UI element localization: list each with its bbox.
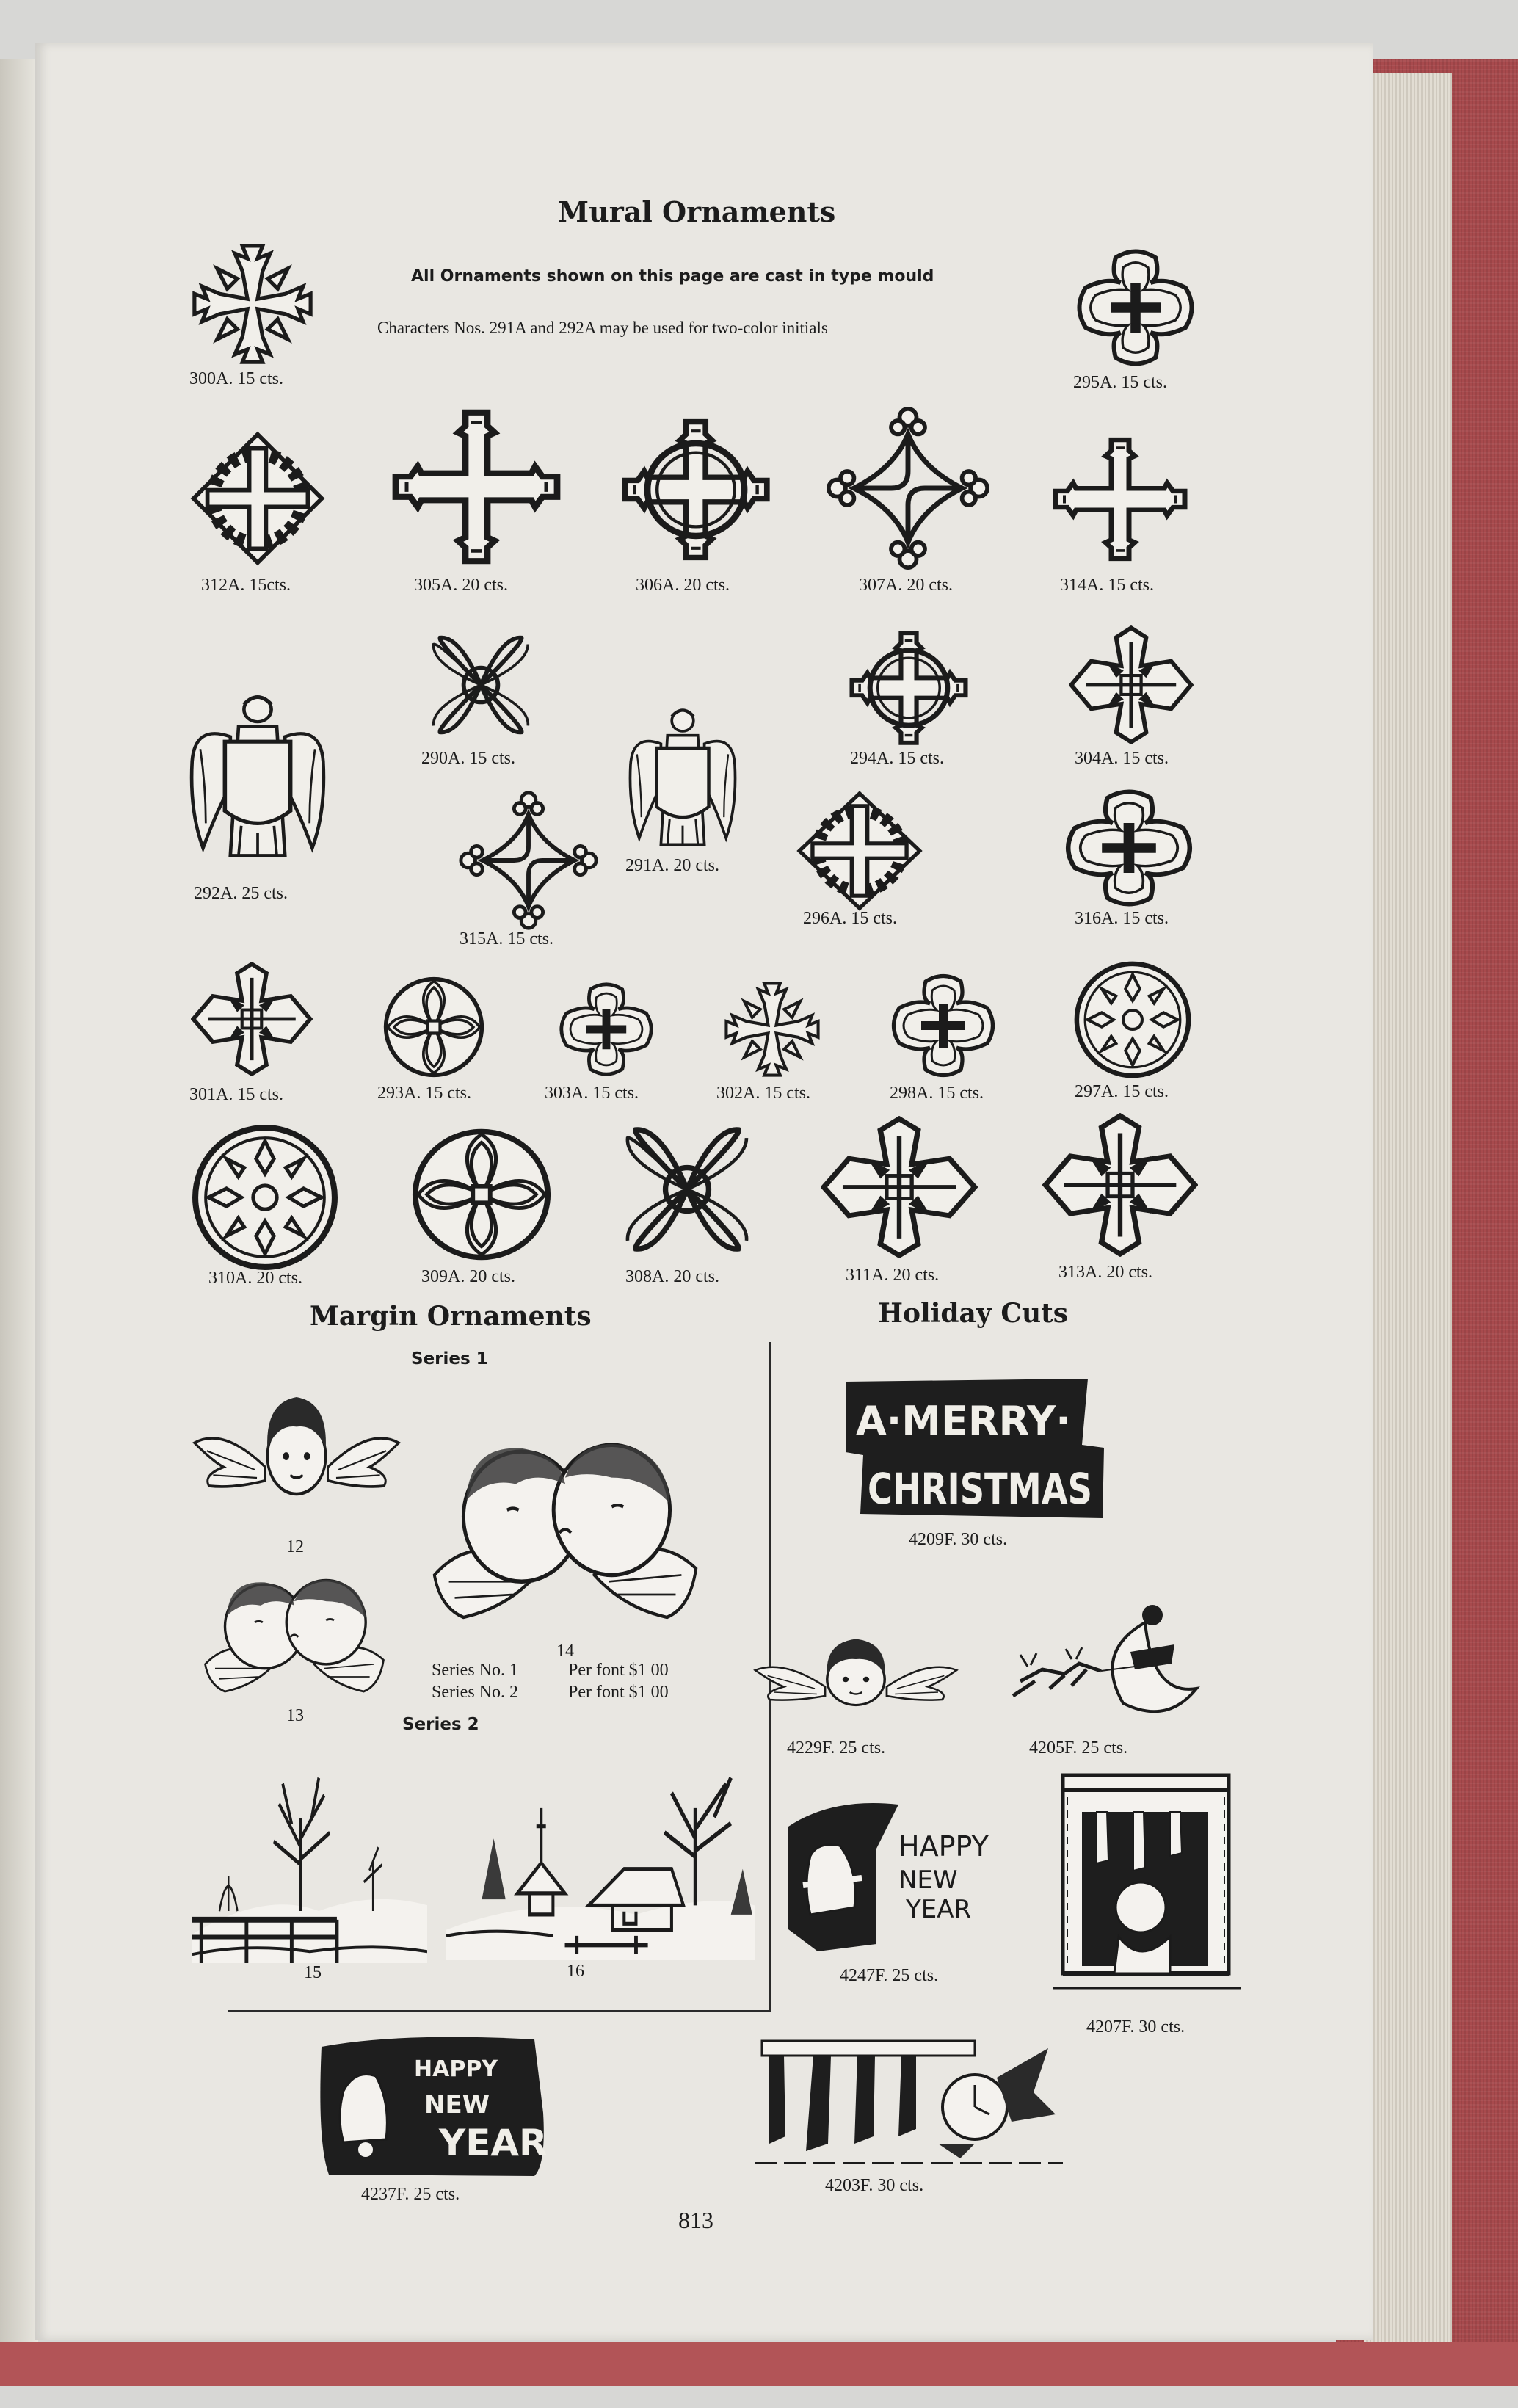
rosette-icon (382, 973, 486, 1081)
subtitle-note: Characters Nos. 291A and 292A may be used for two-color initials (377, 319, 828, 337)
happy-text: HAPPY (898, 1830, 989, 1863)
winter-scene-cut-15 (192, 1760, 427, 1963)
patterned-cross-icon (1069, 625, 1194, 744)
holiday-title: Holiday Cuts (878, 1298, 1069, 1329)
budded-cross-icon (824, 404, 992, 573)
angel-shield-icon (628, 702, 737, 849)
holiday-label: 4247F. 25 cts. (840, 1966, 939, 1985)
christmas-text: CHRISTMAS (868, 1464, 1092, 1514)
angel-shield-icon (189, 687, 326, 860)
ornament-label: 310A. 20 cts. (208, 1269, 302, 1288)
snowflake-cross-icon (189, 241, 316, 367)
new-text: NEW (898, 1865, 958, 1895)
page-edges (1364, 73, 1452, 2371)
left-page-edge (0, 59, 38, 2386)
ornament-label: 296A. 15 cts. (803, 909, 897, 928)
subtitle-bold: All Ornaments shown on this page are cast in type mould (411, 267, 934, 286)
ornament-label: 303A. 15 cts. (545, 1084, 639, 1103)
catalog-page (35, 43, 1373, 2340)
stockings-clock-cut (755, 2034, 1063, 2164)
ornament-label: 315A. 15 cts. (460, 929, 553, 949)
series-1-heading: Series 1 (411, 1349, 488, 1368)
ornament-label: 305A. 20 cts. (414, 576, 508, 595)
patterned-cross-icon (1042, 1113, 1198, 1257)
patterned-cross-icon (821, 1116, 978, 1258)
holiday-label: 4207F. 30 cts. (1086, 2017, 1185, 2037)
ornament-label: 291A. 20 cts. (625, 856, 719, 875)
kissing-cherubs-cut-14 (420, 1412, 711, 1640)
ornament-label: 292A. 25 cts. (194, 884, 288, 903)
section-divider (228, 2010, 771, 2012)
margin-item-label: 12 (286, 1537, 304, 1556)
village-scene-cut-16 (446, 1747, 755, 1960)
ornament-label: 311A. 20 cts. (846, 1266, 940, 1285)
cherub-cut-12 (192, 1373, 401, 1534)
quatrefoil-cross-icon (556, 979, 656, 1079)
price-value: Per font $1 00 (568, 1683, 669, 1702)
page-title: Mural Ornaments (558, 195, 836, 228)
page-number: 813 (678, 2207, 713, 2233)
quatrefoil-cross-icon (1073, 245, 1198, 370)
year-text: YEAR (439, 2122, 548, 2164)
patterned-cross-icon (191, 962, 313, 1076)
ornament-label: 301A. 15 cts. (189, 1085, 283, 1104)
ornament-label: 304A. 15 cts. (1075, 749, 1169, 768)
margin-item-label: 14 (556, 1642, 574, 1661)
santa-sleigh-moon-cut (998, 1593, 1211, 1730)
ornament-label: 314A. 15 cts. (1060, 576, 1154, 595)
cherub-cut-4229 (753, 1622, 959, 1733)
happy-new-year-cut (314, 2032, 546, 2179)
kissing-cherubs-cut-13 (195, 1559, 393, 1706)
fireplace-santa-cut (1053, 1768, 1241, 2010)
ornament-label: 313A. 20 cts. (1058, 1263, 1152, 1282)
medallion-icon (1073, 960, 1192, 1079)
ornament-label: 293A. 15 cts. (377, 1084, 471, 1103)
merry-christmas-cut (846, 1374, 1104, 1521)
holiday-label: 4205F. 25 cts. (1029, 1738, 1128, 1758)
ornament-label: 302A. 15 cts. (716, 1084, 810, 1103)
celtic-ring-cross-icon (844, 625, 973, 750)
merry-text: A·MERRY· (856, 1398, 1071, 1444)
wreath-cross-icon (188, 429, 327, 568)
ornament-label: 300A. 15 cts. (189, 369, 283, 388)
budded-cross-icon (457, 788, 600, 932)
price-series: Series No. 1 (432, 1661, 518, 1680)
snowflake-cross-icon (722, 979, 822, 1079)
price-series: Series No. 2 (432, 1683, 518, 1702)
ornament-label: 307A. 20 cts. (859, 576, 953, 595)
celtic-knot-icon (427, 630, 534, 740)
ornament-label: 316A. 15 cts. (1075, 909, 1169, 928)
price-value: Per font $1 00 (568, 1661, 669, 1680)
celtic-knot-icon (620, 1122, 755, 1257)
fleury-cross-icon (1047, 432, 1194, 567)
happy-new-year-bell-cut (788, 1797, 1009, 1973)
rosette-icon (410, 1126, 553, 1263)
margin-item-label: 16 (567, 1962, 584, 1981)
ornament-label: 309A. 20 cts. (421, 1267, 515, 1286)
holiday-label: 4203F. 30 cts. (825, 2176, 924, 2195)
holiday-label: 4209F. 30 cts. (909, 1530, 1008, 1549)
margin-item-label: 13 (286, 1706, 304, 1725)
holiday-label: 4237F. 25 cts. (361, 2185, 460, 2204)
margin-item-label: 15 (304, 1963, 322, 1982)
medallion-icon (191, 1123, 339, 1272)
wreath-cross-icon (794, 788, 925, 913)
margin-title: Margin Ornaments (310, 1301, 592, 1332)
ornament-label: 312A. 15cts. (201, 576, 291, 595)
ornament-label: 290A. 15 cts. (421, 749, 515, 768)
ornament-label: 295A. 15 cts. (1073, 373, 1167, 392)
quatrefoil-cross-icon (888, 971, 998, 1081)
celtic-ring-cross-icon (615, 413, 777, 567)
ornament-label: 297A. 15 cts. (1075, 1082, 1169, 1101)
ornament-label: 308A. 20 cts. (625, 1267, 719, 1286)
series-2-heading: Series 2 (402, 1715, 479, 1734)
happy-text: HAPPY (414, 2056, 498, 2082)
ornament-label: 294A. 15 cts. (850, 749, 944, 768)
ornament-label: 306A. 20 cts. (636, 576, 730, 595)
new-text: NEW (424, 2090, 490, 2119)
year-text: YEAR (906, 1895, 972, 1924)
ornament-label: 298A. 15 cts. (890, 1084, 984, 1103)
book-cover-bottom (0, 2342, 1518, 2386)
quatrefoil-cross-icon (1061, 786, 1196, 910)
fleury-cross-icon (385, 402, 568, 571)
holiday-label: 4229F. 25 cts. (787, 1738, 886, 1758)
